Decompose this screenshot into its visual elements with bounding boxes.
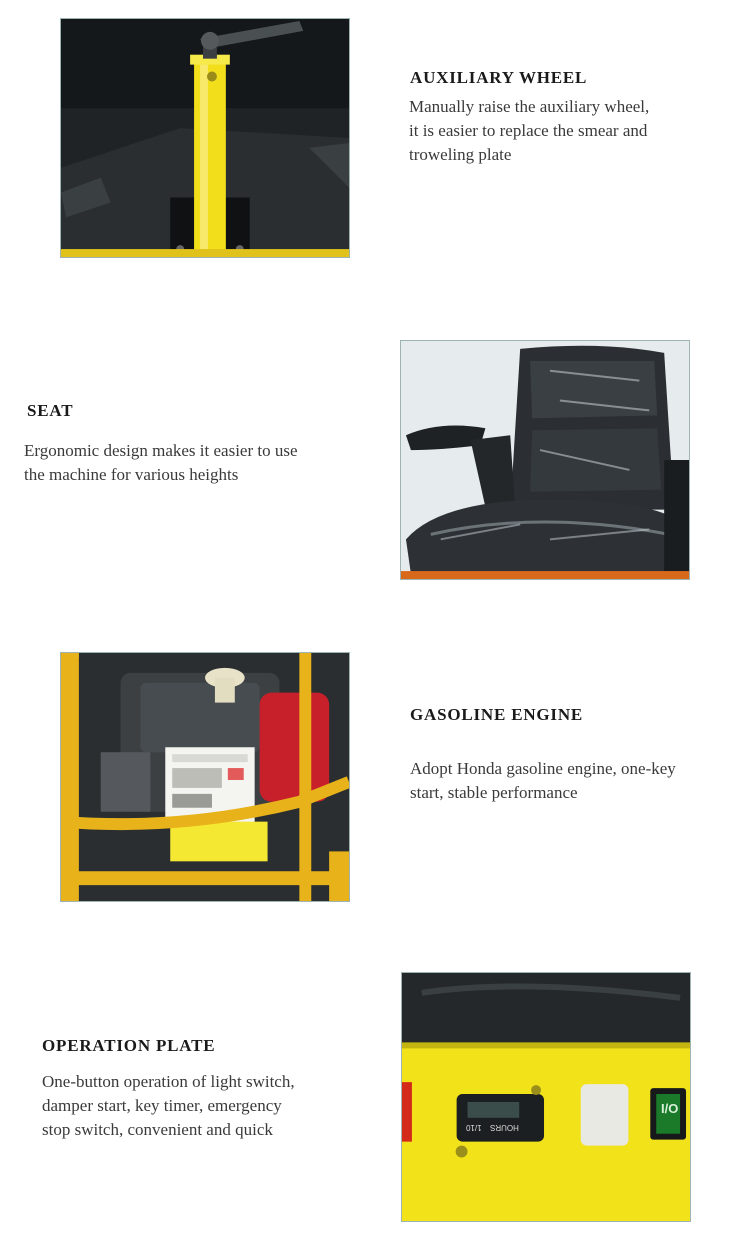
- gasoline-engine-heading: GASOLINE ENGINE: [410, 705, 584, 724]
- seat-photo: [400, 340, 690, 580]
- seat-description: Ergonomic design makes it easier to use the machine for various heights: [24, 441, 298, 484]
- gasoline-engine-photo: [60, 652, 350, 902]
- auxiliary-wheel-heading: AUXILIARY WHEEL: [410, 68, 588, 87]
- auxiliary-wheel-photo: [60, 18, 350, 258]
- hour-meter-text: HOURS: [490, 1123, 519, 1132]
- gasoline-engine-description: Adopt Honda gasoline engine, one-key start, stable performance: [410, 759, 676, 802]
- switch-label: I/O: [661, 1101, 679, 1116]
- operation-plate-photo: [401, 972, 691, 1222]
- operation-plate-heading: OPERATION PLATE: [42, 1036, 216, 1055]
- seat-heading: SEAT: [27, 401, 74, 420]
- auxiliary-wheel-description: Manually raise the auxiliary wheel, it is easier to replace the smear and troweling plate: [409, 97, 650, 164]
- operation-plate-description: One-button operation of light switch, damper start, key timer, emergency stop switch, convenient and quick: [42, 1072, 295, 1139]
- hour-meter-unit: 1/10: [466, 1123, 482, 1132]
